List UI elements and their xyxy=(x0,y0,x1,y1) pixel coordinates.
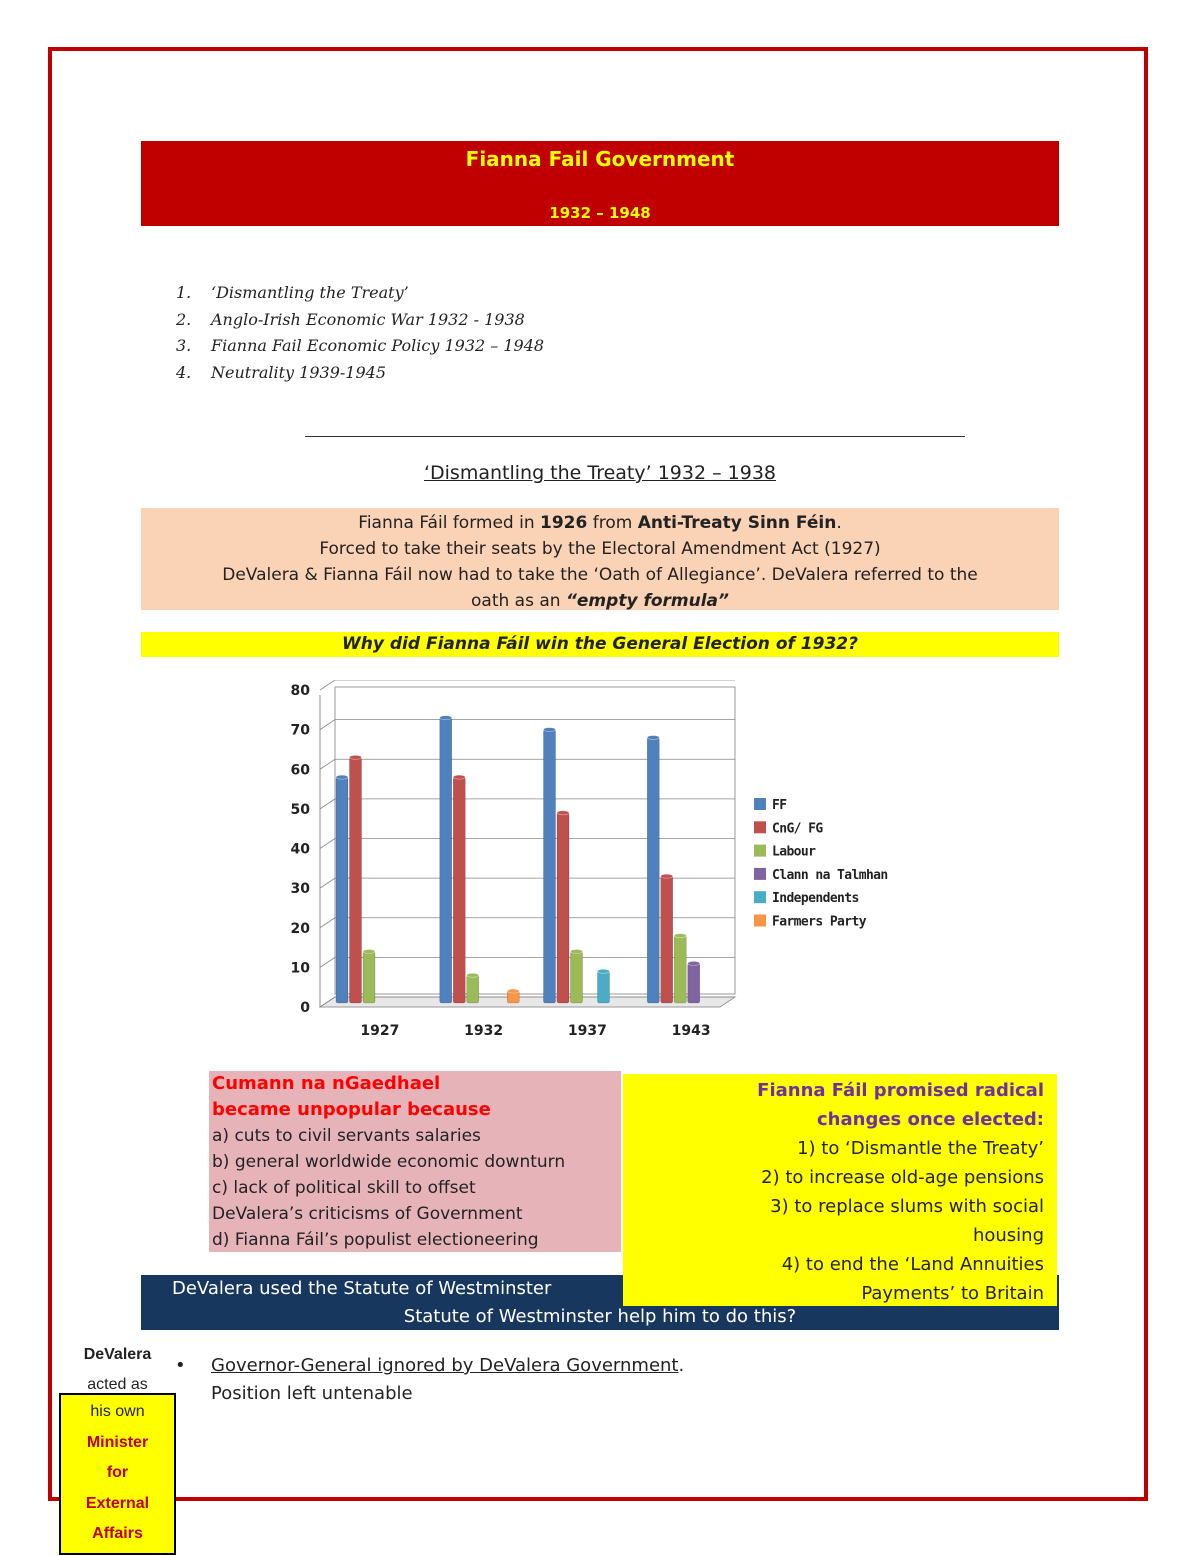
list-item: Payments’ to Britain xyxy=(861,1283,1044,1304)
list-item: DeValera’s criticisms of Government xyxy=(212,1204,523,1224)
list-item: 1. ‘Dismantling the Treaty’ xyxy=(176,283,409,302)
bar-cap xyxy=(661,874,673,878)
bar-cap xyxy=(467,973,479,977)
legend-label: Labour xyxy=(772,844,816,860)
bar-ff xyxy=(440,718,452,1003)
list-item: 2. Anglo-Irish Economic War 1932 - 1938 xyxy=(176,309,525,329)
bar-cap xyxy=(598,969,610,973)
gridline xyxy=(320,680,335,690)
intro-line-2: Forced to take their seats by the Electoral Amendment Act (1927) xyxy=(319,539,881,559)
y-tick-label: 10 xyxy=(290,960,310,977)
statute-line-1: DeValera used the Statute of Westminster xyxy=(172,1278,552,1299)
x-tick-label: 1927 xyxy=(360,1023,400,1039)
bar-cap xyxy=(350,755,362,759)
gridline xyxy=(320,878,335,888)
bar-labour xyxy=(363,951,375,1003)
gridline xyxy=(320,799,335,809)
divider xyxy=(305,436,965,437)
cng-heading-2: became unpopular because xyxy=(212,1099,491,1120)
legend-swatch xyxy=(754,821,766,833)
title-banner xyxy=(141,141,1059,226)
legend-swatch xyxy=(754,868,766,880)
y-tick-label: 60 xyxy=(290,762,310,779)
bullet-line-2: Position left untenable xyxy=(211,1383,413,1404)
y-tick-label: 80 xyxy=(290,683,310,699)
statute-line-2: Statute of Westminster help him to do this? xyxy=(403,1306,797,1327)
list-item: c) lack of political skill to offset xyxy=(212,1178,476,1198)
legend-label: FF xyxy=(772,798,787,813)
bar-cap xyxy=(336,775,348,779)
list-item: 1) to ‘Dismantle the Treaty’ xyxy=(797,1138,1044,1159)
gridline xyxy=(320,720,335,730)
intro-line-3: DeValera & Fianna Fáil now had to take the ‘Oath of Allegiance’. DeValera referred to the xyxy=(222,565,978,585)
bar-ff xyxy=(544,730,556,1003)
question-bar: Why did Fianna Fáil win the General Election of 1932? xyxy=(141,632,1059,657)
gridline xyxy=(320,839,335,849)
bar-ff xyxy=(647,738,659,1003)
side-note-box: his own Minister for External Affairs xyxy=(59,1393,176,1555)
list-item: 4) to end the ‘Land Annuities xyxy=(781,1254,1044,1275)
legend-swatch xyxy=(754,915,766,927)
list-item: a) cuts to civil servants salaries xyxy=(212,1126,481,1146)
list-item: 2) to increase old-age pensions xyxy=(761,1167,1044,1188)
legend-swatch xyxy=(754,891,766,903)
ff-heading-2: changes once elected: xyxy=(817,1109,1044,1130)
legend-label: Farmers Party xyxy=(772,914,866,930)
bar-clann-na-talmhan xyxy=(688,963,700,1003)
cng-heading-1: Cumann na nGaedhael xyxy=(212,1073,441,1094)
side-note-top: DeValera acted as xyxy=(83,1346,152,1393)
legend-label: CnG/ FG xyxy=(772,821,823,837)
bar-cng-fg xyxy=(350,757,362,1003)
list-item: 3. Fianna Fail Economic Policy 1932 – 1948 xyxy=(176,336,545,355)
y-tick-label: 50 xyxy=(290,801,310,818)
intro-box xyxy=(141,508,1059,610)
x-tick-label: 1932 xyxy=(464,1023,504,1039)
intro-line-4: oath as an “empty formula” xyxy=(471,591,729,611)
bar-cap xyxy=(440,716,452,720)
bullet-line-1: Governor-General ignored by DeValera Government xyxy=(211,1355,679,1376)
y-tick-label: 30 xyxy=(290,881,310,898)
y-tick-label: 20 xyxy=(290,920,310,937)
x-tick-label: 1937 xyxy=(567,1023,607,1039)
cng-box xyxy=(209,1071,621,1252)
gridline xyxy=(320,759,335,769)
gridline xyxy=(320,918,335,928)
legend-label: Clann na Talmhan xyxy=(772,867,888,883)
y-tick-label: 40 xyxy=(290,841,310,858)
list-item: 3) to replace slums with social xyxy=(770,1196,1044,1217)
gridline xyxy=(320,957,335,967)
bar-cng-fg xyxy=(557,813,569,1003)
legend-swatch xyxy=(754,798,766,810)
bar-labour xyxy=(674,936,686,1003)
bar-independents xyxy=(598,971,610,1003)
ff-heading-1: Fianna Fáil promised radical xyxy=(757,1080,1044,1101)
bar-cap xyxy=(647,736,659,740)
legend-swatch xyxy=(754,845,766,857)
section-heading: ‘Dismantling the Treaty’ 1932 – 1938 xyxy=(423,462,776,484)
bar-cng-fg xyxy=(661,876,673,1003)
page-title: Fianna Fail Government xyxy=(465,147,735,171)
list-item: 4. Neutrality 1939-1945 xyxy=(176,362,387,382)
x-tick-label: 1943 xyxy=(671,1023,711,1039)
bar-ff xyxy=(336,777,348,1003)
bar-cng-fg xyxy=(453,777,465,1003)
bar-cap xyxy=(507,989,519,993)
bar-cap xyxy=(544,728,556,732)
bar-labour xyxy=(571,951,583,1003)
bar-labour xyxy=(467,975,479,1003)
bar-cap xyxy=(363,949,375,953)
page-years: 1932 – 1948 xyxy=(549,204,651,222)
bar-cap xyxy=(453,775,465,779)
topic-list xyxy=(176,280,544,386)
list-item: b) general worldwide economic downturn xyxy=(212,1152,566,1172)
bar-cap xyxy=(571,949,583,953)
bar-cap xyxy=(557,811,569,815)
y-tick-label: 70 xyxy=(290,722,310,739)
election-chart xyxy=(285,680,925,1050)
bar-cap xyxy=(688,961,700,965)
list-item: d) Fianna Fáil’s populist electioneering xyxy=(212,1230,539,1250)
list-item: housing xyxy=(972,1225,1044,1246)
legend-label: Independents xyxy=(772,891,859,907)
bullet-icon: • xyxy=(175,1355,186,1376)
intro-line-1: Fianna Fáil formed in 1926 from Anti-Treaty Sinn Féin. xyxy=(358,513,842,533)
y-tick-label: 0 xyxy=(300,1000,310,1016)
bar-cap xyxy=(674,934,686,938)
ff-promises-box xyxy=(623,1074,1057,1306)
